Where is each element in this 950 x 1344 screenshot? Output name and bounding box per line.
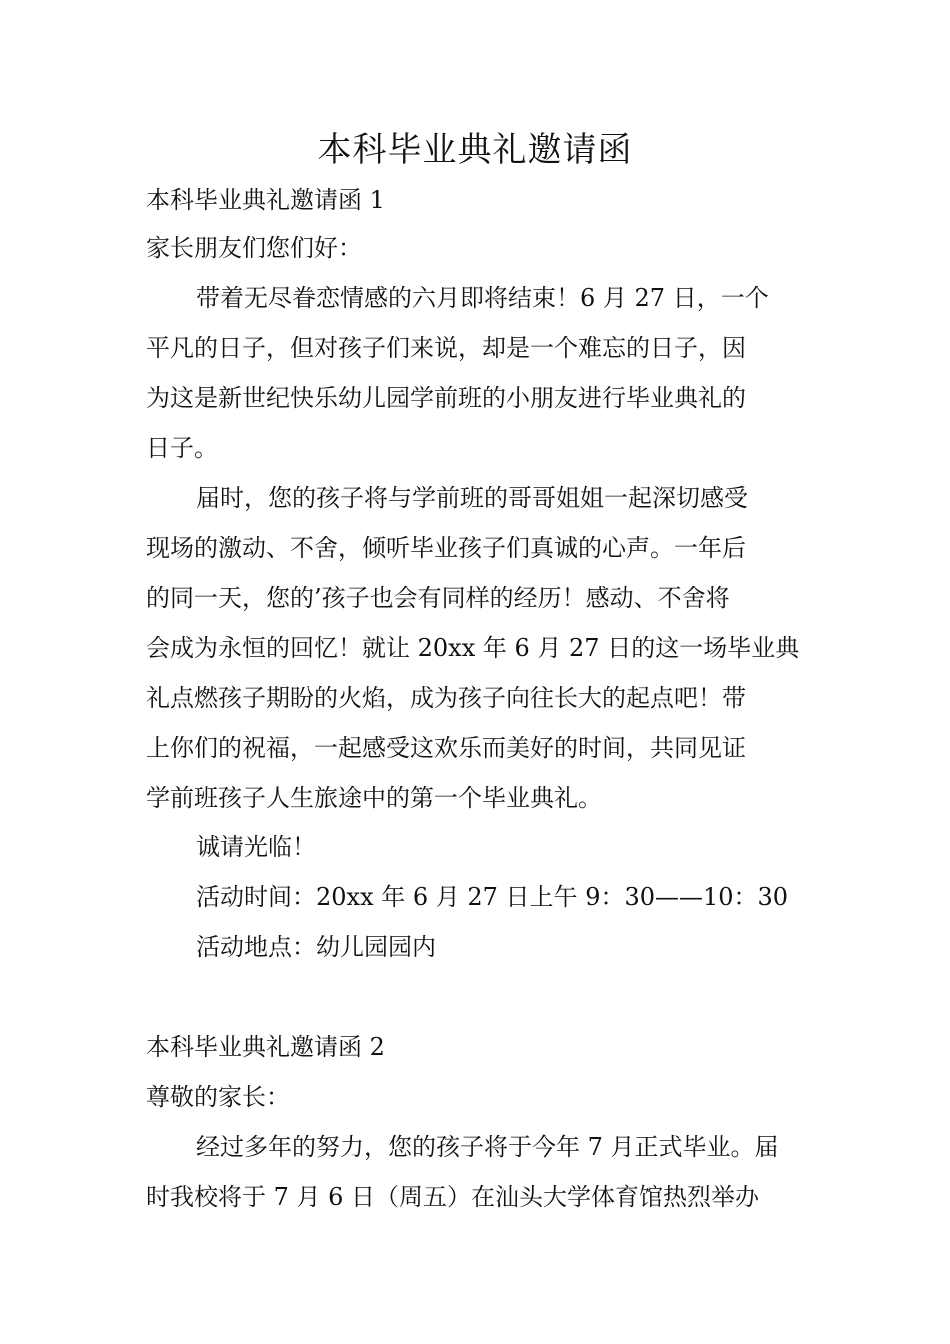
event-time: 活动时间：20xx 年 6 月 27 日上午 9：30——10：30 bbox=[196, 883, 789, 911]
invitation-line: 诚请光临！ bbox=[196, 833, 316, 861]
paragraph-line: 上你们的祝福，一起感受这欢乐而美好的时间，共同见证 bbox=[146, 734, 746, 762]
event-place: 活动地点：幼儿园园内 bbox=[196, 933, 436, 961]
paragraph-line: 礼点燃孩子期盼的火焰，成为孩子向往长大的起点吧！带 bbox=[146, 684, 746, 712]
paragraph-line: 日子。 bbox=[146, 434, 218, 462]
paragraph-line: 经过多年的努力，您的孩子将于今年 7 月正式毕业。届 bbox=[196, 1133, 779, 1161]
paragraph-line: 平凡的日子，但对孩子们来说，却是一个难忘的日子，因 bbox=[146, 334, 746, 362]
paragraph-line: 学前班孩子人生旅途中的第一个毕业典礼。 bbox=[146, 784, 602, 812]
section-heading-2: 本科毕业典礼邀请函 2 bbox=[146, 1033, 385, 1061]
document-title: 本科毕业典礼邀请函 bbox=[317, 130, 633, 170]
paragraph-line: 时我校将于 7 月 6 日（周五）在汕头大学体育馆热烈举办 bbox=[146, 1183, 760, 1211]
paragraph-line: 会成为永恒的回忆！就让 20xx 年 6 月 27 日的这一场毕业典 bbox=[146, 634, 800, 662]
paragraph-line: 带着无尽眷恋情感的六月即将结束！6 月 27 日，一个 bbox=[196, 284, 769, 312]
section-heading-1: 本科毕业典礼邀请函 1 bbox=[146, 186, 385, 214]
paragraph-line: 为这是新世纪快乐幼儿园学前班的小朋友进行毕业典礼的 bbox=[146, 384, 746, 412]
paragraph-line: 的同一天，您的’孩子也会有同样的经历！感动、不舍将 bbox=[146, 584, 730, 612]
paragraph-line: 届时，您的孩子将与学前班的哥哥姐姐一起深切感受 bbox=[196, 484, 748, 512]
greeting-2: 尊敬的家长： bbox=[146, 1083, 290, 1111]
paragraph-line: 现场的激动、不舍，倾听毕业孩子们真诚的心声。一年后 bbox=[146, 534, 746, 562]
greeting-1: 家长朋友们您们好： bbox=[146, 234, 362, 262]
